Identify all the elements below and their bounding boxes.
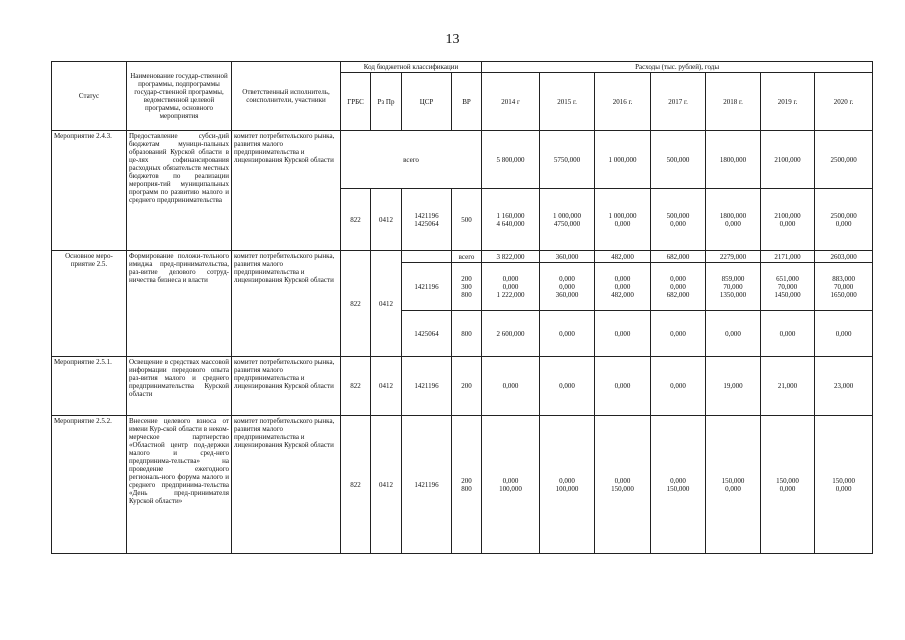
row-responsible: комитет потребительского рынка, развития малого предпринимательства и лицензирования Курской области — [232, 251, 341, 357]
row-value: 2500,000 0,000 — [815, 189, 873, 251]
row-value: 883,000 70,000 1650,000 — [815, 263, 873, 311]
row-status: Основное меро-приятие 2.5. — [52, 251, 127, 357]
row-csr: 1421196 — [402, 357, 452, 416]
row-responsible: комитет потребительского рынка, развития малого предпринимательства и лицензирования Курской области — [232, 357, 341, 416]
row-value: 23,000 — [815, 357, 873, 416]
row-value: 500,000 0,000 — [651, 189, 706, 251]
row-responsible: комитет потребительского рынка, развития малого предпринимательства и лицензирования Курской области — [232, 131, 341, 251]
row-value: 0,000 100,000 — [540, 416, 595, 554]
row-total-value: 682,000 — [651, 251, 706, 263]
row-value: 0,000 0,000 682,000 — [651, 263, 706, 311]
row-value: 0,000 0,000 482,000 — [595, 263, 651, 311]
row-value: 859,000 70,000 1350,000 — [706, 263, 761, 311]
row-name: Предоставление субси-дий бюджетам муници-пальных образований Курской области в це-лях софинансирования расходных обязательств местных бюджетов по реализации мероприя-тий муниципальных программ по развитию малого и среднего предпринимательства — [127, 131, 232, 251]
row-value: 651,000 70,000 1450,000 — [761, 263, 815, 311]
row-value: 1800,000 0,000 — [706, 189, 761, 251]
row-total-value: 500,000 — [651, 131, 706, 189]
header-row-top — [52, 62, 873, 73]
row-value: 2 600,000 — [482, 311, 540, 357]
row-csr: 1421196 1425064 — [402, 189, 452, 251]
row-status: Мероприятие 2.5.1. — [52, 357, 127, 416]
header-csr: ЦСР — [402, 73, 452, 131]
row-grbs: 822 — [341, 357, 371, 416]
table-row — [52, 357, 873, 416]
row-value: 19,000 — [706, 357, 761, 416]
row-value: 0,000 — [595, 357, 651, 416]
row-value: 0,000 100,000 — [482, 416, 540, 554]
row-value: 1 000,000 0,000 — [595, 189, 651, 251]
row-name: Внесение целевого взноса от имени Кур-ской области в неком-мерческое партнерство «Областной центр под-держки малого и сред-него предпринима-тельства» на проведение ежегодного региональ-ного форума малого и среднего предпринима-тельства «День пред-принимателя Курской области» — [127, 416, 232, 554]
row-value: 0,000 — [815, 311, 873, 357]
row-total-value: 3 822,000 — [482, 251, 540, 263]
row-vr: 200 — [452, 357, 482, 416]
row-value: 0,000 0,000 1 222,000 — [482, 263, 540, 311]
row-status: Мероприятие 2.5.2. — [52, 416, 127, 554]
row-grbs: 822 — [341, 189, 371, 251]
row-vr: 800 — [452, 311, 482, 357]
row-csr: 1421196 — [402, 416, 452, 554]
header-year: 2020 г. — [815, 73, 873, 131]
row-total-value: 482,000 — [595, 251, 651, 263]
row-rzpr: 0412 — [371, 251, 402, 357]
row-value: 1 000,000 4750,000 — [540, 189, 595, 251]
row-total-value: 2171,000 — [761, 251, 815, 263]
row-responsible: комитет потребительского рынка, развития малого предпринимательства и лицензирования Курской области — [232, 416, 341, 554]
row-value: 0,000 — [595, 311, 651, 357]
row-csr: 1421196 — [402, 263, 452, 311]
header-year: 2018 г. — [706, 73, 761, 131]
row-csr-empty — [402, 251, 452, 263]
row-total-value: 2500,000 — [815, 131, 873, 189]
page-number: 13 — [445, 32, 460, 47]
row-value: 21,000 — [761, 357, 815, 416]
row-total-value: 2279,000 — [706, 251, 761, 263]
row-rzpr: 0412 — [371, 357, 402, 416]
row-name: Формирование положи-тельного имиджа пред-принимательства, раз-витие делового сотруд-ничества бизнеса и власти — [127, 251, 232, 357]
row-total-value: 1800,000 — [706, 131, 761, 189]
header-year: 2019 г. — [761, 73, 815, 131]
row-value: 0,000 — [761, 311, 815, 357]
row-value: 0,000 150,000 — [595, 416, 651, 554]
row-rzpr: 0412 — [371, 189, 402, 251]
table-row — [52, 131, 873, 189]
header-year: 2016 г. — [595, 73, 651, 131]
row-value: 0,000 — [540, 357, 595, 416]
row-total-label: всего — [341, 131, 482, 189]
row-value: 1 160,000 4 640,000 — [482, 189, 540, 251]
row-total-value: 360,000 — [540, 251, 595, 263]
table-row — [52, 251, 873, 263]
row-vr: 500 — [452, 189, 482, 251]
header-grbs: ГРБС — [341, 73, 371, 131]
row-value: 0,000 — [651, 311, 706, 357]
row-total-value: 5 800,000 — [482, 131, 540, 189]
header-year: 2015 г. — [540, 73, 595, 131]
row-value: 0,000 — [540, 311, 595, 357]
header-status: Статус — [52, 62, 127, 131]
row-total-value: 2603,000 — [815, 251, 873, 263]
row-value: 150,000 0,000 — [761, 416, 815, 554]
row-status: Мероприятие 2.4.3. — [52, 131, 127, 251]
header-expenses: Расходы (тыс. рублей), годы — [482, 62, 873, 73]
row-total-label: всего — [452, 251, 482, 263]
header-vr: ВР — [452, 73, 482, 131]
header-name: Наименование государ-ственной программы, подпрограммы государ-ственной программы, ведомственной целевой программы, основного мероприятия — [127, 62, 232, 131]
row-csr: 1425064 — [402, 311, 452, 357]
budget-table — [51, 61, 873, 554]
header-rzpr: Рз Пр — [371, 73, 402, 131]
row-value: 150,000 0,000 — [706, 416, 761, 554]
row-rzpr: 0412 — [371, 416, 402, 554]
row-total-value: 1 000,000 — [595, 131, 651, 189]
row-total-value: 2100,000 — [761, 131, 815, 189]
row-grbs: 822 — [341, 416, 371, 554]
row-value: 0,000 — [482, 357, 540, 416]
row-value: 0,000 — [706, 311, 761, 357]
row-value: 150,000 0,000 — [815, 416, 873, 554]
row-grbs: 822 — [341, 251, 371, 357]
row-vr: 200 800 — [452, 416, 482, 554]
row-value: 0,000 150,000 — [651, 416, 706, 554]
header-budget-code: Код бюджетной классификации — [341, 62, 482, 73]
row-value: 2100,000 0,000 — [761, 189, 815, 251]
row-value: 0,000 0,000 360,000 — [540, 263, 595, 311]
header-responsible: Ответственный исполнитель, соисполнители, участники — [232, 62, 341, 131]
row-value: 0,000 — [651, 357, 706, 416]
table-row — [52, 416, 873, 554]
row-name: Освещение в средствах массовой информации передового опыта раз-вития малого и среднего предпринимательства Курской области — [127, 357, 232, 416]
header-year: 2017 г. — [651, 73, 706, 131]
row-vr: 200 300 800 — [452, 263, 482, 311]
row-total-value: 5750,000 — [540, 131, 595, 189]
header-year: 2014 г — [482, 73, 540, 131]
